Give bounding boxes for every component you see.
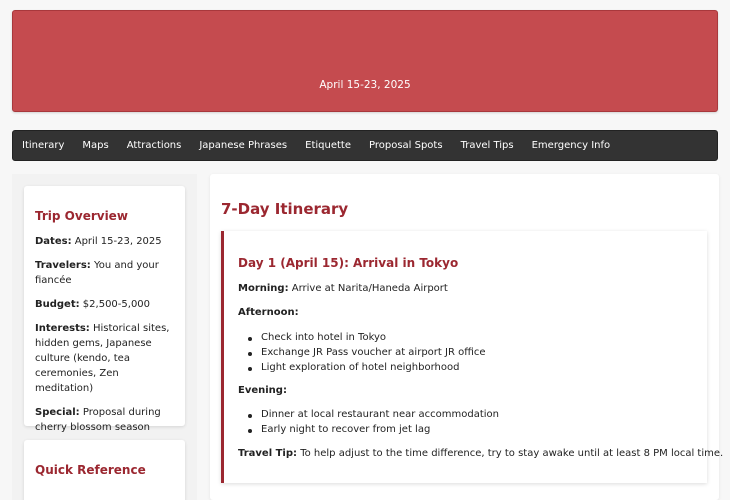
trip-dates-subtitle: April 15-23, 2025 bbox=[319, 79, 411, 91]
evening-label: Evening: bbox=[238, 385, 287, 396]
day-title: Day 1 (April 15): Arrival in Tokyo bbox=[238, 256, 459, 270]
nav-item-japanese-phrases[interactable]: Japanese Phrases bbox=[199, 140, 288, 151]
nav-item-etiquette[interactable]: Etiquette bbox=[305, 140, 351, 151]
overview-travelers: Travelers: You and your fiancée bbox=[35, 260, 159, 286]
morning-row: Morning: Arrive at Narita/Haneda Airport bbox=[238, 283, 448, 294]
nav-item-emergency-info[interactable]: Emergency Info bbox=[531, 140, 611, 151]
list-item: Light exploration of hotel neighborhood bbox=[238, 362, 459, 373]
day-card bbox=[221, 231, 724, 483]
main-nav bbox=[12, 130, 718, 161]
nav-item-maps[interactable]: Maps bbox=[82, 140, 109, 151]
list-item: Early night to recover from jet lag bbox=[238, 424, 430, 435]
itinerary-title: 7-Day Itinerary bbox=[221, 200, 349, 218]
nav-item-proposal-spots[interactable]: Proposal Spots bbox=[368, 140, 443, 151]
list-item: Exchange JR Pass voucher at airport JR office bbox=[238, 347, 486, 358]
quick-reference-title: Quick Reference bbox=[35, 463, 146, 477]
travel-tip: Travel Tip: To help adjust to the time difference, try to stay awake until at least 8 PM local time. bbox=[238, 448, 724, 459]
quick-reference-card bbox=[24, 440, 185, 500]
afternoon-label: Afternoon: bbox=[238, 307, 299, 318]
nav-item-attractions[interactable]: Attractions bbox=[126, 140, 182, 151]
overview-dates: Dates: April 15-23, 2025 bbox=[35, 236, 162, 247]
header-banner bbox=[12, 10, 718, 112]
overview-special: Special: Proposal during cherry blossom season bbox=[35, 407, 161, 433]
trip-overview-title: Trip Overview bbox=[35, 209, 128, 223]
trip-overview-card bbox=[24, 186, 185, 433]
list-item: Dinner at local restaurant near accommodation bbox=[238, 409, 499, 420]
nav-item-itinerary[interactable]: Itinerary bbox=[22, 140, 65, 151]
overview-interests: Interests: Historical sites, hidden gems, Japanese culture (kendo, tea ceremonies, Zen meditation) bbox=[35, 323, 170, 394]
overview-budget: Budget: $2,500-5,000 bbox=[35, 299, 151, 310]
nav-item-travel-tips[interactable]: Travel Tips bbox=[460, 140, 514, 151]
list-item: Check into hotel in Tokyo bbox=[238, 332, 386, 343]
